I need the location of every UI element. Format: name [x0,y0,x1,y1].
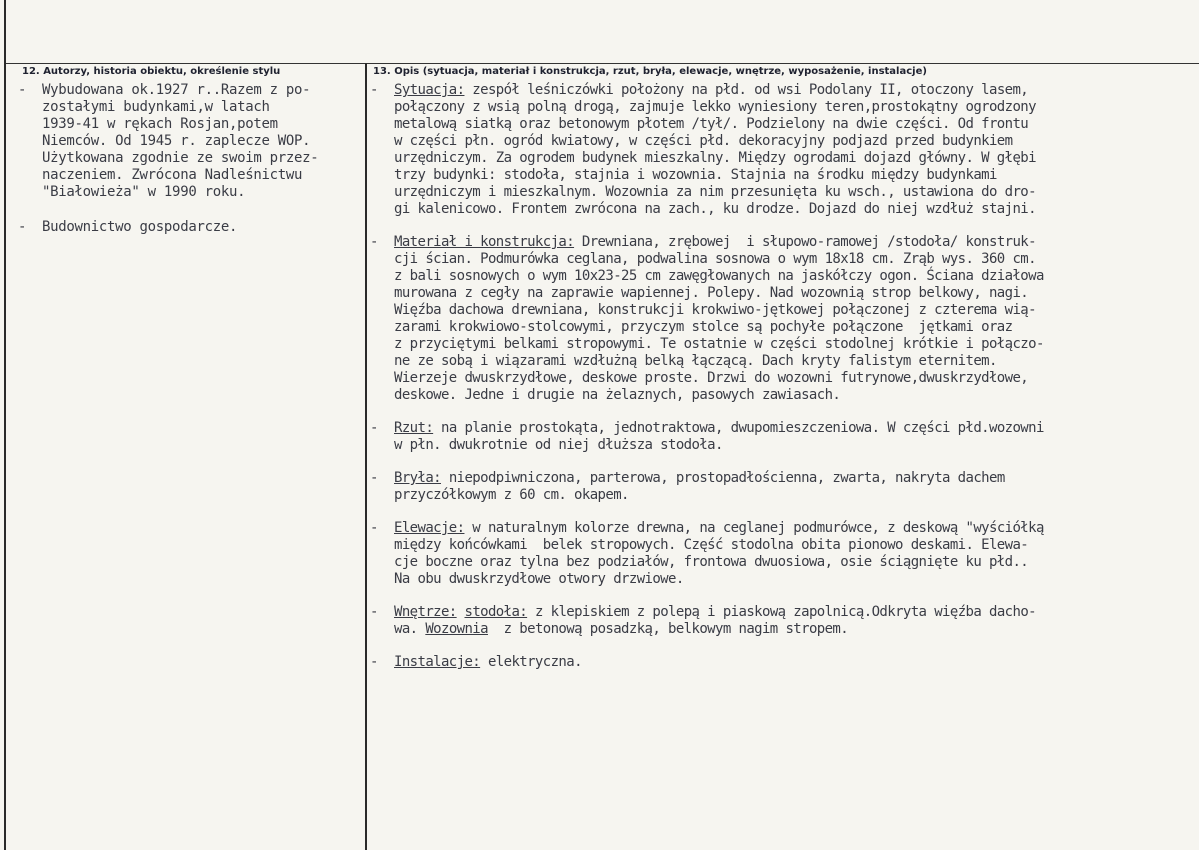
text-line: 1939-41 w rękach Rosjan,potem [42,116,278,132]
bullet-dash: - [370,604,379,620]
text-line: z bali sosnowych o wym 10x23-25 cm zawęgłowanych na jaskółczy ogon. Ściana działowa [394,268,1044,284]
section-heading: Rzut: [394,420,434,436]
section-heading: Sytuacja: [394,82,465,98]
text-line: przyczółkowym z 60 cm. okapem. [394,487,629,503]
text-line: cje boczne oraz tylna bez podziałów, frontowa dwuosiowa, osie ściągnięte ku płd.. [394,554,1029,570]
text-line: Budownictwo gospodarcze. [42,219,238,235]
page-left-border [4,0,6,850]
text-line [394,470,1196,487]
text-line: gi kalenicowo. Frontem zwrócona na zach., ku drodze. Dojazd do niej wzdłuż stajni. [394,201,1036,217]
text-line: zostałymi budynkami,w latach [42,99,270,115]
bullet-dash: - [370,234,379,250]
text-line: urzędniczym i mieszkalnym. Wozownia za nim przesunięta ku wsch., ustawiona do dro- [394,184,1036,200]
section-installations [370,654,1196,671]
text-line: Wierzeje dwuskrzydłowe, deskowe proste. Drzwi do wozowni futrynowe,dwuskrzydłowe, [394,370,1029,386]
section-heading: Wnętrze: [394,604,457,620]
text-run: elektryczna. [480,654,582,670]
history-column [18,82,363,248]
style-entry [18,219,363,236]
section-heading: Instalacje: [394,654,481,670]
section-heading: Elewacje: [394,520,465,536]
column-divider [365,63,367,850]
text-line: "Białowieża" w 1990 roku. [42,184,246,200]
text-line: trzy budynki: stodoła, stajnia i wozownia. Stajnia na środku między budynkami [394,167,997,183]
text-line: między końcówkami belek stropowych. Część stodolna obita pionowo deskami. Elewa- [394,537,1029,553]
text-run: zespół leśniczówki położony na płd. od wsi Podolany II, otoczony lasem, [464,82,1029,98]
bullet-dash: - [370,470,379,486]
text-line [394,234,1196,251]
top-rule [6,63,1199,64]
text-line [394,82,1196,99]
text-line: Więźba dachowa drewniana, konstrukcji krokwiwo-jętkowej połączonej z czterema wią- [394,302,1036,318]
text-line [394,420,1196,437]
section-form [370,470,1196,504]
text-line: Użytkowana zgodnie ze swoim przez- [42,150,319,166]
text-line: naczeniem. Zwrócona Nadleśnictwu [42,167,303,183]
text-run: Drewniana, zrębowej i słupowo-ramowej /stodoła/ konstruk- [574,234,1036,250]
text-run: niepodpiwniczona, parterowa, prostopadłościenna, zwarta, nakryta dachem [440,470,1005,486]
bullet-dash: - [370,420,379,436]
bullet-dash: - [18,82,27,98]
text-line: metalową siatką oraz betonowym płotem /tył/. Podzielony na dwie części. Od frontu [394,116,1029,132]
text-run: w naturalnym kolorze drewna, na ceglanej podmurówce, z deskową "wyściółką [464,520,1044,536]
subsection-heading: stodoła: [464,604,528,620]
text-line [394,654,1196,671]
text-line: zarami krokwiowo-stolcowymi, przyczym stolce są pochyłe połączone jętkami oraz [394,319,1013,335]
text-line: Na obu dwuskrzydłowe otwory drzwiowe. [394,571,684,587]
text-line [394,604,1196,621]
text-line: w płn. dwukrotnie od niej dłuższa stodoła. [394,437,723,453]
text-line: z przyciętymi belkami stropowymi. Te ostatnie w części stodolnej krótkie i połączo- [394,336,1044,352]
text-run: na planie prostokąta, jednotraktowa, dwupomieszczeniowa. W części płd.wozowni [433,420,1044,436]
subsection-heading: Wozownia [425,621,488,637]
section-12-header: 12. Autorzy, historia obiektu, określenie stylu [22,66,281,77]
bullet-dash: - [18,219,27,235]
text-line: deskowe. Jedne i drugie na żelaznych, pasowych zawiasach. [394,387,841,403]
text-run: z betonową posadzką, belkowym nagim stropem. [487,621,849,637]
history-entry [18,82,363,201]
text-line [394,520,1196,537]
text-line: Niemców. Od 1945 r. zaplecze WOP. [42,133,311,149]
description-column [370,82,1196,683]
text-line: ne ze sobą i wiązarami wzdłużną belką łączącą. Dach kryty falistym eternitem. [394,353,997,369]
section-plan [370,420,1196,454]
section-situation [370,82,1196,218]
bullet-dash: - [370,654,379,670]
text-line [394,621,1196,638]
text-line: cji ścian. Podmurówka ceglana, podwalina sosnowa o wym 18x18 cm. Zrąb wys. 360 cm. [394,251,1036,267]
text-line: Wybudowana ok.1927 r..Razem z po- [42,82,311,98]
text-line: połączony z wsią polną drogą, zajmuje lekko wyniesiony teren,prostokątny ogrodzony [394,99,1036,115]
section-interior [370,604,1196,638]
section-13-header: 13. Opis (sytuacja, materiał i konstrukcja, rzut, bryła, elewacje, wnętrze, wyposażenie, instalacje) [373,66,927,77]
section-material [370,234,1196,404]
bullet-dash: - [370,82,379,98]
text-run: wa. [394,621,426,637]
section-heading: Bryła: [394,470,441,486]
section-elevations [370,520,1196,588]
text-line: murowana z cegły na zaprawie wapiennej. Polepy. Nad wozownią strop belkowy, nagi. [394,285,1029,301]
section-heading: Materiał i konstrukcja: [394,234,575,250]
text-run: z klepiskiem z polepą i piaskową zapolnicą.Odkryta więźba dacho- [527,604,1036,620]
text-line: urzędniczym. Za ogrodem budynek mieszkalny. Między ogrodami dojazd główny. W głębi [394,150,1036,166]
text-line: w części płn. ogród kwiatowy, w części płd. dekoracyjny podjazd przed budynkiem [394,133,1013,149]
bullet-dash: - [370,520,379,536]
